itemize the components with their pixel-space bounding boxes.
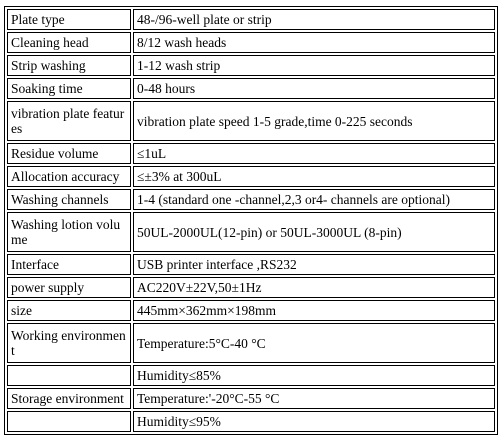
table-row (7, 388, 495, 409)
table-row (7, 212, 495, 252)
row-value: vibration plate speed 1-5 grade,time 0-225 seconds (133, 101, 495, 141)
row-value: ≤1uL (133, 143, 495, 164)
table-row (7, 189, 495, 210)
row-value: 8/12 wash heads (133, 32, 495, 53)
row-label: Cleaning head (7, 32, 131, 53)
row-label: size (7, 300, 131, 321)
table-row (7, 323, 495, 363)
row-value: Temperature:5°C-40 °C (133, 323, 495, 363)
table-row (7, 254, 495, 275)
row-value: Humidity≤85% (133, 365, 495, 386)
row-value: AC220V±22V,50±1Hz (133, 277, 495, 298)
row-label: Washing lotion volu me (7, 212, 131, 252)
table-row (7, 78, 495, 99)
row-label: Plate type (7, 9, 131, 30)
row-value: Humidity≤95% (133, 411, 495, 432)
row-label (7, 411, 131, 432)
row-value: 445mm×362mm×198mm (133, 300, 495, 321)
row-label: vibration plate featur es (7, 101, 131, 141)
row-value: Temperature:'-20°C-55 °C (133, 388, 495, 409)
row-value: ≤±3% at 300uL (133, 166, 495, 187)
row-value: 48-/96-well plate or strip (133, 9, 495, 30)
table-row (7, 166, 495, 187)
row-label: Interface (7, 254, 131, 275)
row-label: Residue volume (7, 143, 131, 164)
spec-table (4, 6, 498, 435)
table-row (7, 9, 495, 30)
table-row (7, 411, 495, 432)
row-label: Washing channels (7, 189, 131, 210)
row-label: Allocation accuracy (7, 166, 131, 187)
row-value: 0-48 hours (133, 78, 495, 99)
row-value: 50UL-2000UL(12-pin) or 50UL-3000UL (8-pin) (133, 212, 495, 252)
row-label: power supply (7, 277, 131, 298)
row-value: 1-12 wash strip (133, 55, 495, 76)
row-label: Soaking time (7, 78, 131, 99)
table-row (7, 300, 495, 321)
row-label (7, 365, 131, 386)
row-label: Working environmen t (7, 323, 131, 363)
row-label: Strip washing (7, 55, 131, 76)
table-row (7, 32, 495, 53)
table-row (7, 365, 495, 386)
table-row (7, 143, 495, 164)
row-label: Storage environment (7, 388, 131, 409)
table-row (7, 55, 495, 76)
row-value: USB printer interface ,RS232 (133, 254, 495, 275)
table-row (7, 277, 495, 298)
table-row (7, 101, 495, 141)
row-value: 1-4 (standard one -channel,2,3 or4- channels are optional) (133, 189, 495, 210)
